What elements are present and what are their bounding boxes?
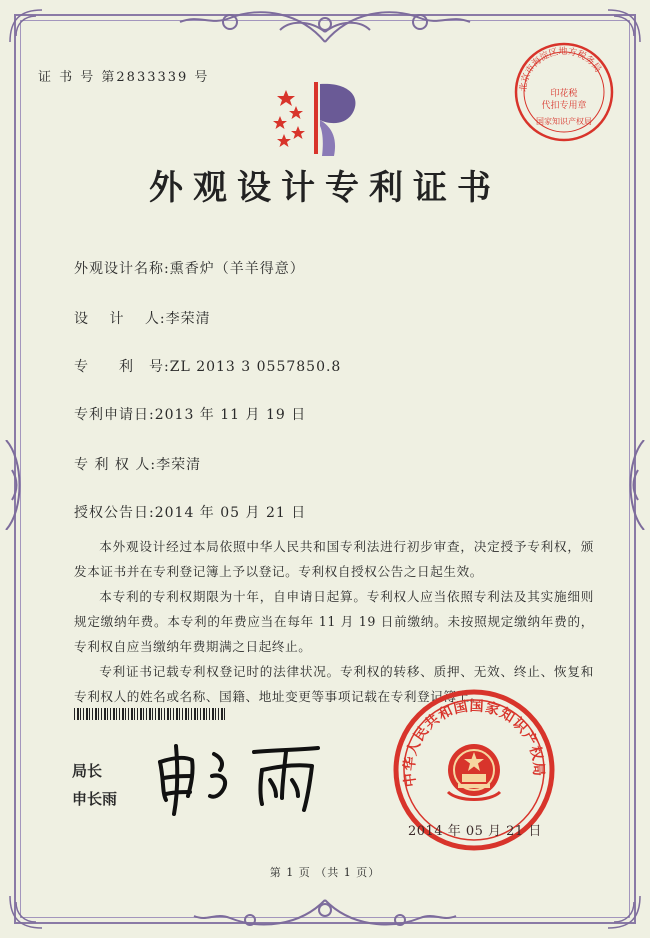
body-paragraph-2: 本专利的专利权期限为十年，自申请日起算。专利权人应当依照专利法及其实施细则规定缴纳年费。本专利的年费应当在每年 11 月 19 日前缴纳。未按照规定缴纳年费的，专利权自应当缴纳年费期满之日起终止。 (74, 589, 594, 654)
field-label: 专利申请日: (74, 407, 155, 423)
certificate-number: 证 书 号 第2833339 号 (38, 70, 210, 85)
corner-ornament-br (604, 892, 644, 932)
field-application-date (74, 404, 306, 424)
field-value: 2013 年 11 月 19 日 (154, 407, 307, 423)
body-paragraph-1: 本外观设计经过本局依照中华人民共和国专利法进行初步审查，决定授予专利权，颁发本证书并在专利登记簿上予以登记。专利权自授权公告之日起生效。 (74, 539, 594, 579)
field-designer (74, 308, 211, 328)
field-value: 李荣清 (165, 311, 211, 327)
certificate-title: 外观设计专利证书 (149, 168, 501, 208)
certificate-body (74, 534, 594, 709)
tax-stamp (512, 40, 616, 144)
svg-text:北京市海淀区地方税务局: 北京市海淀区地方税务局 (518, 46, 603, 93)
left-ornament (2, 440, 24, 530)
body-paragraph-3: 专利证书记载专利权登记时的法律状况。专利权的转移、质押、无效、终止、恢复和专利权人的姓名或名称、国籍、地址变更等事项记载在专利登记簿上。 (74, 664, 594, 704)
signatory-name: 申长雨 (72, 790, 118, 808)
field-design-name (74, 258, 305, 278)
seal-date: 2014 年 05 月 21 日 (408, 824, 542, 839)
field-label: 专 利 权 人: (74, 457, 157, 473)
patent-office-logo (268, 76, 368, 160)
field-value: ZL 2013 3 0557850.8 (169, 359, 342, 375)
field-value: 熏香炉（羊羊得意） (169, 261, 305, 277)
field-patent-number (74, 356, 341, 376)
svg-text:国家知识产权局: 国家知识产权局 (536, 117, 592, 126)
field-value: 李荣清 (156, 457, 202, 473)
field-value: 2014 年 05 月 21 日 (154, 505, 307, 521)
top-ornament (170, 2, 480, 48)
corner-ornament-tl (6, 6, 46, 46)
field-label: 专 利 号: (74, 359, 170, 375)
svg-text:中华人民共和国国家知识产权局: 中华人民共和国国家知识产权局 (401, 698, 547, 788)
signatory-title: 局长 (72, 762, 103, 780)
barcode (74, 708, 226, 720)
bottom-ornament (190, 894, 460, 934)
field-label: 设 计 人: (74, 311, 166, 327)
field-label: 授权公告日: (74, 505, 155, 521)
corner-ornament-bl (6, 892, 46, 932)
svg-text:印花税: 印花税 (550, 89, 578, 99)
field-label: 外观设计名称: (74, 261, 170, 277)
handwritten-signature (150, 740, 330, 816)
svg-text:代扣专用章: 代扣专用章 (541, 101, 587, 111)
field-patentee (74, 454, 201, 474)
right-ornament (626, 440, 648, 530)
page-indicator: 第 1 页 （共 1 页） (269, 866, 381, 879)
field-grant-date (74, 502, 306, 522)
